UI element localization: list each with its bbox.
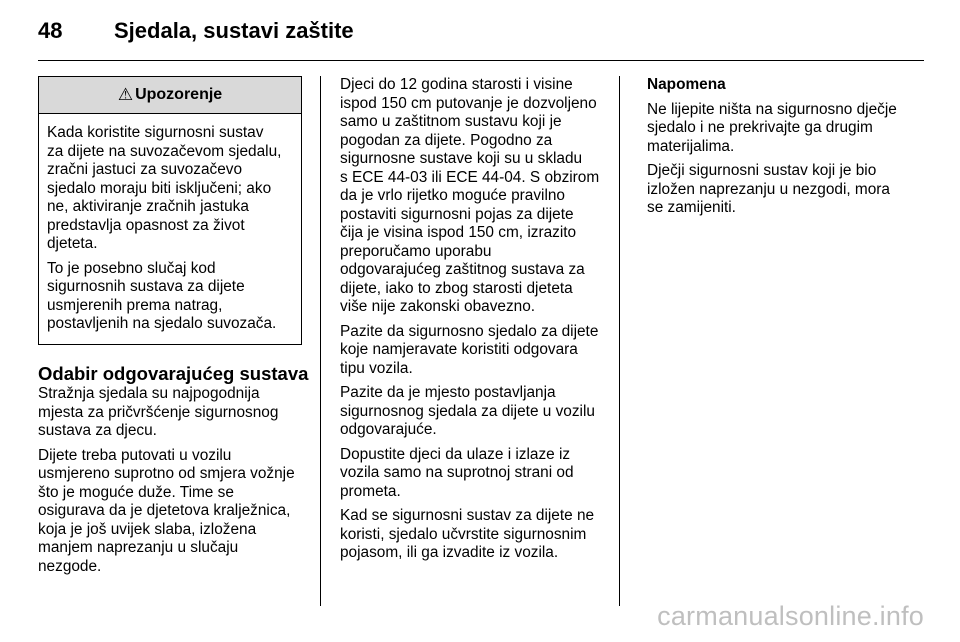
- column-divider-2: [619, 76, 620, 606]
- warning-box: [38, 76, 302, 345]
- warning-body: [39, 114, 301, 344]
- header-divider: [38, 60, 924, 61]
- body-paragraph: Dopustite djeci da ulaze i izlaze iz vozila samo na suprotnoj strani od prometa.: [340, 445, 574, 500]
- body-paragraph: Pazite da sigurnosno sjedalo za dijete koje namjeravate koristiti odgovara tipu vozila.: [340, 322, 599, 377]
- warning-header: [39, 77, 301, 114]
- body-paragraph: Stražnja sjedala su najpogodnija mjesta za pričvršćenje sigurnosnog sustava za djecu.: [38, 385, 279, 439]
- column-3: [647, 76, 911, 224]
- column-1: [38, 76, 309, 582]
- warning-paragraph: Kada koristite sigurnosni sustav za dijete na suvozačevom sjedalu, zračni jastuci za suvozačevo sjedalo moraju biti isključeni; ako ne, aktiviranje zračnih jastuka predstavlja opasnost za život djeteta.: [47, 124, 282, 252]
- section-heading: Odabir odgovarajućeg sustava: [38, 362, 309, 384]
- watermark: carmanualsonline.info: [657, 601, 924, 631]
- body-paragraph: Dječji sigurnosni sustav koji je bio izložen naprezanju u nezgodi, mora se zamijeniti.: [647, 162, 890, 216]
- column-2: [340, 76, 604, 569]
- warning-triangle-icon: ⚠: [117, 84, 134, 104]
- body-paragraph: Pazite da je mjesto postavljanja sigurnosnog sjedala za dijete u vozilu odgovarajuće.: [340, 384, 595, 438]
- note-title: Napomena: [647, 76, 726, 93]
- column-divider-1: [320, 76, 321, 606]
- section-title: Sjedala, sustavi zaštite: [114, 18, 354, 43]
- body-paragraph: Kad se sigurnosni sustav za dijete ne koristi, sjedalo učvrstite sigurnosnim pojasom, ili ga izvadite iz vozila.: [340, 507, 595, 561]
- body-paragraph: Djeci do 12 godina starosti i visine ispod 150 cm putovanje je dozvoljeno samo u zaštitnom sustavu koji je pogodan za dijete. Pogodno za sigurnosne sustave koji su u skladu s ECE 44-03 ili ECE 44-04. S obzirom da je vrlo rijetko moguće pravilno postaviti sigurnosni pojas za dijete čija je visina ispod 150 cm, izrazito preporučamo uporabu odgovarajućeg zaštitnog sustava za dijete, iako to zbog starosti djeteta više nije zakonski obavezno.: [340, 76, 600, 315]
- warning-paragraph: To je posebno slučaj kod sigurnosnih sustava za dijete usmjerenih prema natrag, postavljenih na sjedalo suvozača.: [47, 259, 277, 332]
- note-paragraph: Ne lijepite ništa na sigurnosno dječje sjedalo i ne prekrivajte ga drugim materijalima.: [647, 100, 897, 155]
- warning-title: Upozorenje: [135, 85, 223, 103]
- body-paragraph: Dijete treba putovati u vozilu usmjereno suprotno od smjera vožnje što je moguće duže. Time se osigurava da je djetetova kralježnica, koja je još uvijek slaba, izložena manjem naprezanju u slučaju nezgode.: [38, 446, 295, 575]
- page-number: 48: [38, 18, 63, 43]
